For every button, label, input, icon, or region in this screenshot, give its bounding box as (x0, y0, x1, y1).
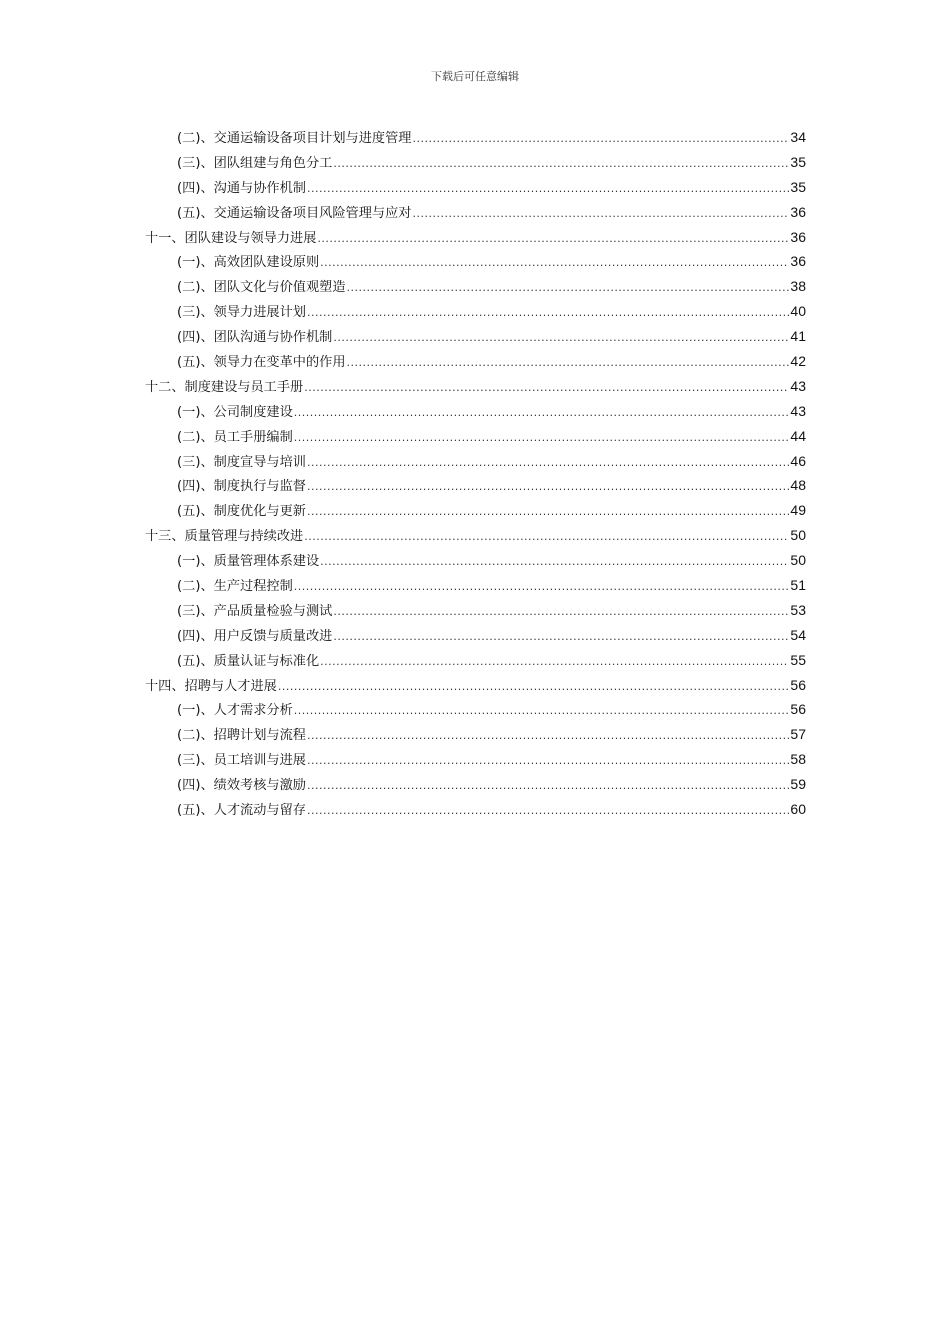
toc-section-entry[interactable] (145, 548, 806, 573)
toc-entry-title: (五)、质量认证与标准化 (177, 653, 320, 669)
table-of-contents (145, 125, 806, 822)
toc-entry-title: 十四、招聘与人才进展 (145, 678, 277, 694)
toc-dot-leader (304, 525, 789, 550)
toc-entry-title: (五)、制度优化与更新 (177, 504, 306, 520)
toc-entry-title: (一)、质量管理体系建设 (177, 554, 320, 570)
toc-page-number: 55 (790, 651, 806, 668)
toc-entry-title: (四)、沟通与协作机制 (177, 180, 306, 196)
toc-entry-title: (二)、生产过程控制 (177, 579, 293, 595)
toc-page-number: 36 (790, 228, 806, 245)
toc-page-number: 38 (790, 278, 806, 295)
toc-dot-leader (294, 401, 790, 426)
toc-entry-title: (五)、交通运输设备项目风险管理与应对 (177, 205, 412, 221)
toc-dot-leader (347, 276, 790, 301)
toc-section-entry[interactable] (145, 697, 806, 722)
toc-dot-leader (307, 500, 789, 525)
toc-page-number: 53 (790, 601, 806, 618)
toc-page-number: 40 (790, 303, 806, 320)
toc-dot-leader (320, 550, 789, 575)
toc-entry-title: (三)、制度宣导与培训 (177, 454, 306, 470)
toc-entry-title: (三)、团队组建与角色分工 (177, 155, 333, 171)
toc-section-entry[interactable] (145, 274, 806, 299)
toc-section-entry[interactable] (145, 473, 806, 498)
toc-dot-leader (304, 376, 789, 401)
toc-dot-leader (307, 724, 789, 749)
toc-dot-leader (307, 749, 789, 774)
toc-dot-leader (317, 227, 789, 252)
toc-chapter-entry[interactable] (145, 225, 806, 250)
toc-dot-leader (333, 152, 789, 177)
toc-dot-leader (307, 774, 789, 799)
toc-page-number: 59 (790, 776, 806, 793)
toc-entry-title: (二)、员工手册编制 (177, 429, 293, 445)
toc-section-entry[interactable] (145, 175, 806, 200)
toc-dot-leader (307, 451, 789, 476)
toc-entry-title: (四)、用户反馈与质量改进 (177, 628, 333, 644)
toc-page-number: 58 (790, 751, 806, 768)
toc-section-entry[interactable] (145, 150, 806, 175)
toc-entry-title: (四)、绩效考核与激励 (177, 778, 306, 794)
toc-section-entry[interactable] (145, 449, 806, 474)
toc-chapter-entry[interactable] (145, 673, 806, 698)
toc-entry-title: (三)、产品质量检验与测试 (177, 603, 333, 619)
toc-entry-title: (四)、制度执行与监督 (177, 479, 306, 495)
toc-dot-leader (307, 177, 789, 202)
toc-page-number: 36 (790, 203, 806, 220)
toc-section-entry[interactable] (145, 498, 806, 523)
toc-page-number: 41 (790, 328, 806, 345)
toc-entry-title: (二)、交通运输设备项目计划与进度管理 (177, 131, 412, 146)
toc-dot-leader (333, 625, 789, 650)
toc-page-number: 50 (790, 552, 806, 569)
toc-section-entry[interactable] (145, 399, 806, 424)
toc-section-entry[interactable] (145, 424, 806, 449)
toc-dot-leader (412, 202, 789, 227)
toc-entry-title: (一)、人才需求分析 (177, 703, 293, 719)
toc-entry-title: (三)、员工培训与进展 (177, 753, 306, 769)
toc-page-number: 43 (790, 377, 806, 394)
toc-section-entry[interactable] (145, 772, 806, 797)
toc-dot-leader (347, 351, 790, 376)
toc-dot-leader (333, 600, 789, 625)
toc-page-number: 34 (790, 129, 806, 145)
toc-dot-leader (307, 799, 789, 824)
toc-section-entry[interactable] (145, 573, 806, 598)
toc-section-entry[interactable] (145, 797, 806, 822)
toc-page-number: 48 (790, 477, 806, 494)
toc-entry-title: 十三、质量管理与持续改进 (145, 529, 304, 545)
toc-page-number: 44 (790, 427, 806, 444)
toc-section-entry[interactable] (145, 623, 806, 648)
toc-page-number: 57 (790, 726, 806, 743)
toc-section-entry[interactable] (145, 598, 806, 623)
toc-dot-leader (320, 650, 789, 675)
toc-section-entry[interactable] (145, 249, 806, 274)
toc-dot-leader (412, 127, 789, 152)
toc-dot-leader (307, 475, 789, 500)
toc-page-number: 54 (790, 626, 806, 643)
toc-section-entry[interactable] (145, 299, 806, 324)
toc-dot-leader (294, 575, 790, 600)
toc-page-number: 56 (790, 701, 806, 718)
toc-page-number: 35 (790, 178, 806, 195)
toc-page-number: 36 (790, 253, 806, 270)
toc-entry-title: (二)、招聘计划与流程 (177, 728, 306, 744)
toc-dot-leader (333, 326, 789, 351)
toc-dot-leader (307, 301, 789, 326)
toc-section-entry[interactable] (145, 722, 806, 747)
toc-entry-title: 十二、制度建设与员工手册 (145, 379, 304, 395)
toc-entry-title: (二)、团队文化与价值观塑造 (177, 280, 346, 296)
toc-entry-title: (四)、团队沟通与协作机制 (177, 330, 333, 346)
toc-page-number: 46 (790, 452, 806, 469)
toc-entry-title: (一)、公司制度建设 (177, 404, 293, 420)
toc-page-number: 35 (790, 153, 806, 170)
toc-section-entry[interactable] (145, 200, 806, 225)
toc-section-entry[interactable] (145, 349, 806, 374)
toc-section-entry[interactable] (145, 747, 806, 772)
toc-page-number: 56 (790, 676, 806, 693)
toc-page-number: 51 (790, 577, 806, 594)
toc-page-number: 43 (790, 402, 806, 419)
toc-entry-title: 十一、团队建设与领导力进展 (145, 230, 317, 246)
toc-entry-title: (五)、人才流动与留存 (177, 803, 306, 819)
toc-dot-leader (294, 426, 790, 451)
page-header: 下载后可任意编辑 (431, 70, 519, 83)
toc-entry-title: (三)、领导力进展计划 (177, 305, 306, 321)
toc-entry-title: (五)、领导力在变革中的作用 (177, 355, 346, 371)
toc-page-number: 42 (790, 353, 806, 370)
toc-page-number: 50 (790, 527, 806, 544)
toc-page-number: 49 (790, 502, 806, 519)
toc-chapter-entry[interactable] (145, 523, 806, 548)
toc-page-number: 60 (790, 801, 806, 818)
toc-section-entry[interactable] (145, 648, 806, 673)
toc-section-entry[interactable] (145, 125, 806, 150)
toc-chapter-entry[interactable] (145, 374, 806, 399)
toc-entry-title: (一)、高效团队建设原则 (177, 255, 320, 271)
toc-dot-leader (320, 251, 789, 276)
toc-section-entry[interactable] (145, 324, 806, 349)
toc-dot-leader (278, 675, 790, 700)
toc-dot-leader (294, 699, 790, 724)
